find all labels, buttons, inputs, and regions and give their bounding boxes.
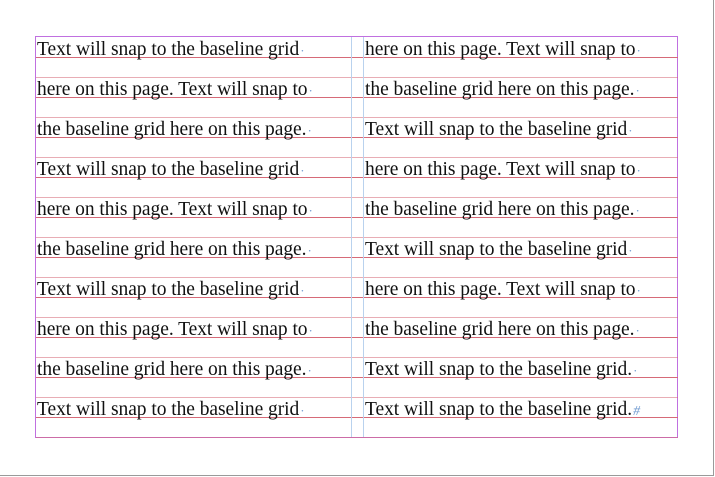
text-line: [37, 319, 313, 342]
baseline-guide: [36, 157, 678, 158]
hidden-character-dot-icon: ·: [636, 283, 641, 298]
baseline-guide: [36, 357, 678, 358]
text-line: [37, 39, 305, 62]
text-line-content: the baseline grid here on this page.: [365, 319, 635, 340]
hidden-character-dot-icon: ·: [633, 363, 638, 378]
column-guide-left: [351, 37, 352, 437]
hidden-character-dot-icon: ·: [635, 323, 640, 338]
hidden-character-dot-icon: ·: [308, 203, 313, 218]
hidden-character-dot-icon: ·: [635, 203, 640, 218]
text-line-content: the baseline grid here on this page.: [365, 79, 635, 100]
baseline-guide: [36, 117, 678, 118]
text-line-content: Text will snap to the baseline grid: [37, 279, 300, 300]
text-line-content: here on this page. Text will snap to: [365, 159, 636, 180]
text-line-content: Text will snap to the baseline grid.: [365, 399, 633, 420]
hidden-character-dot-icon: ·: [308, 323, 313, 338]
column-guide-right: [363, 37, 364, 437]
hidden-character-dot-icon: ·: [300, 403, 305, 418]
text-line: [37, 279, 305, 302]
text-line: [37, 159, 305, 182]
text-line-content: here on this page. Text will snap to: [37, 319, 308, 340]
text-line: [365, 39, 641, 62]
hidden-character-dot-icon: ·: [300, 283, 305, 298]
text-line-content: the baseline grid here on this page.: [365, 199, 635, 220]
hidden-character-dot-icon: ·: [636, 163, 641, 178]
text-line-content: Text will snap to the baseline grid: [365, 239, 628, 260]
text-line: [365, 279, 641, 302]
text-line-content: Text will snap to the baseline grid: [37, 159, 300, 180]
text-line: [37, 79, 313, 102]
text-line-content: the baseline grid here on this page.: [37, 239, 307, 260]
baseline-guide: [36, 437, 678, 438]
text-line: [365, 399, 640, 423]
baseline-guide: [36, 197, 678, 198]
hidden-character-dot-icon: ·: [635, 83, 640, 98]
hidden-character-dot-icon: ·: [300, 43, 305, 58]
baseline-guide: [36, 397, 678, 398]
text-line-content: Text will snap to the baseline grid: [365, 119, 628, 140]
text-line-content: here on this page. Text will snap to: [37, 79, 308, 100]
baseline-guide: [36, 277, 678, 278]
text-line: [365, 199, 640, 222]
text-line: [365, 359, 637, 382]
hidden-character-dot-icon: ·: [628, 243, 633, 258]
text-line-content: here on this page. Text will snap to: [365, 39, 636, 60]
end-of-story-marker: #: [633, 404, 641, 419]
hidden-character-dot-icon: ·: [307, 123, 312, 138]
hidden-character-dot-icon: ·: [307, 243, 312, 258]
text-line: [37, 239, 312, 262]
text-line-content: the baseline grid here on this page.: [37, 119, 307, 140]
baseline-guide: [36, 317, 678, 318]
text-line: [365, 119, 633, 142]
text-line: [37, 199, 313, 222]
text-line: [365, 239, 633, 262]
text-line-content: here on this page. Text will snap to: [37, 199, 308, 220]
hidden-character-dot-icon: ·: [300, 163, 305, 178]
hidden-character-dot-icon: ·: [628, 123, 633, 138]
text-line: [37, 359, 312, 382]
text-line-content: here on this page. Text will snap to: [365, 279, 636, 300]
text-line: [365, 319, 640, 342]
text-line-content: Text will snap to the baseline grid: [37, 39, 300, 60]
hidden-character-dot-icon: ·: [636, 43, 641, 58]
hidden-character-dot-icon: ·: [308, 83, 313, 98]
text-line-content: Text will snap to the baseline grid.: [365, 359, 633, 380]
text-line: [37, 119, 312, 142]
hidden-character-dot-icon: ·: [307, 363, 312, 378]
text-line: [37, 399, 305, 422]
text-line-content: the baseline grid here on this page.: [37, 359, 307, 380]
baseline-guide: [36, 77, 678, 78]
baseline-guide: [36, 237, 678, 238]
text-line: [365, 159, 641, 182]
text-line: [365, 79, 640, 102]
text-line-content: Text will snap to the baseline grid: [37, 399, 300, 420]
